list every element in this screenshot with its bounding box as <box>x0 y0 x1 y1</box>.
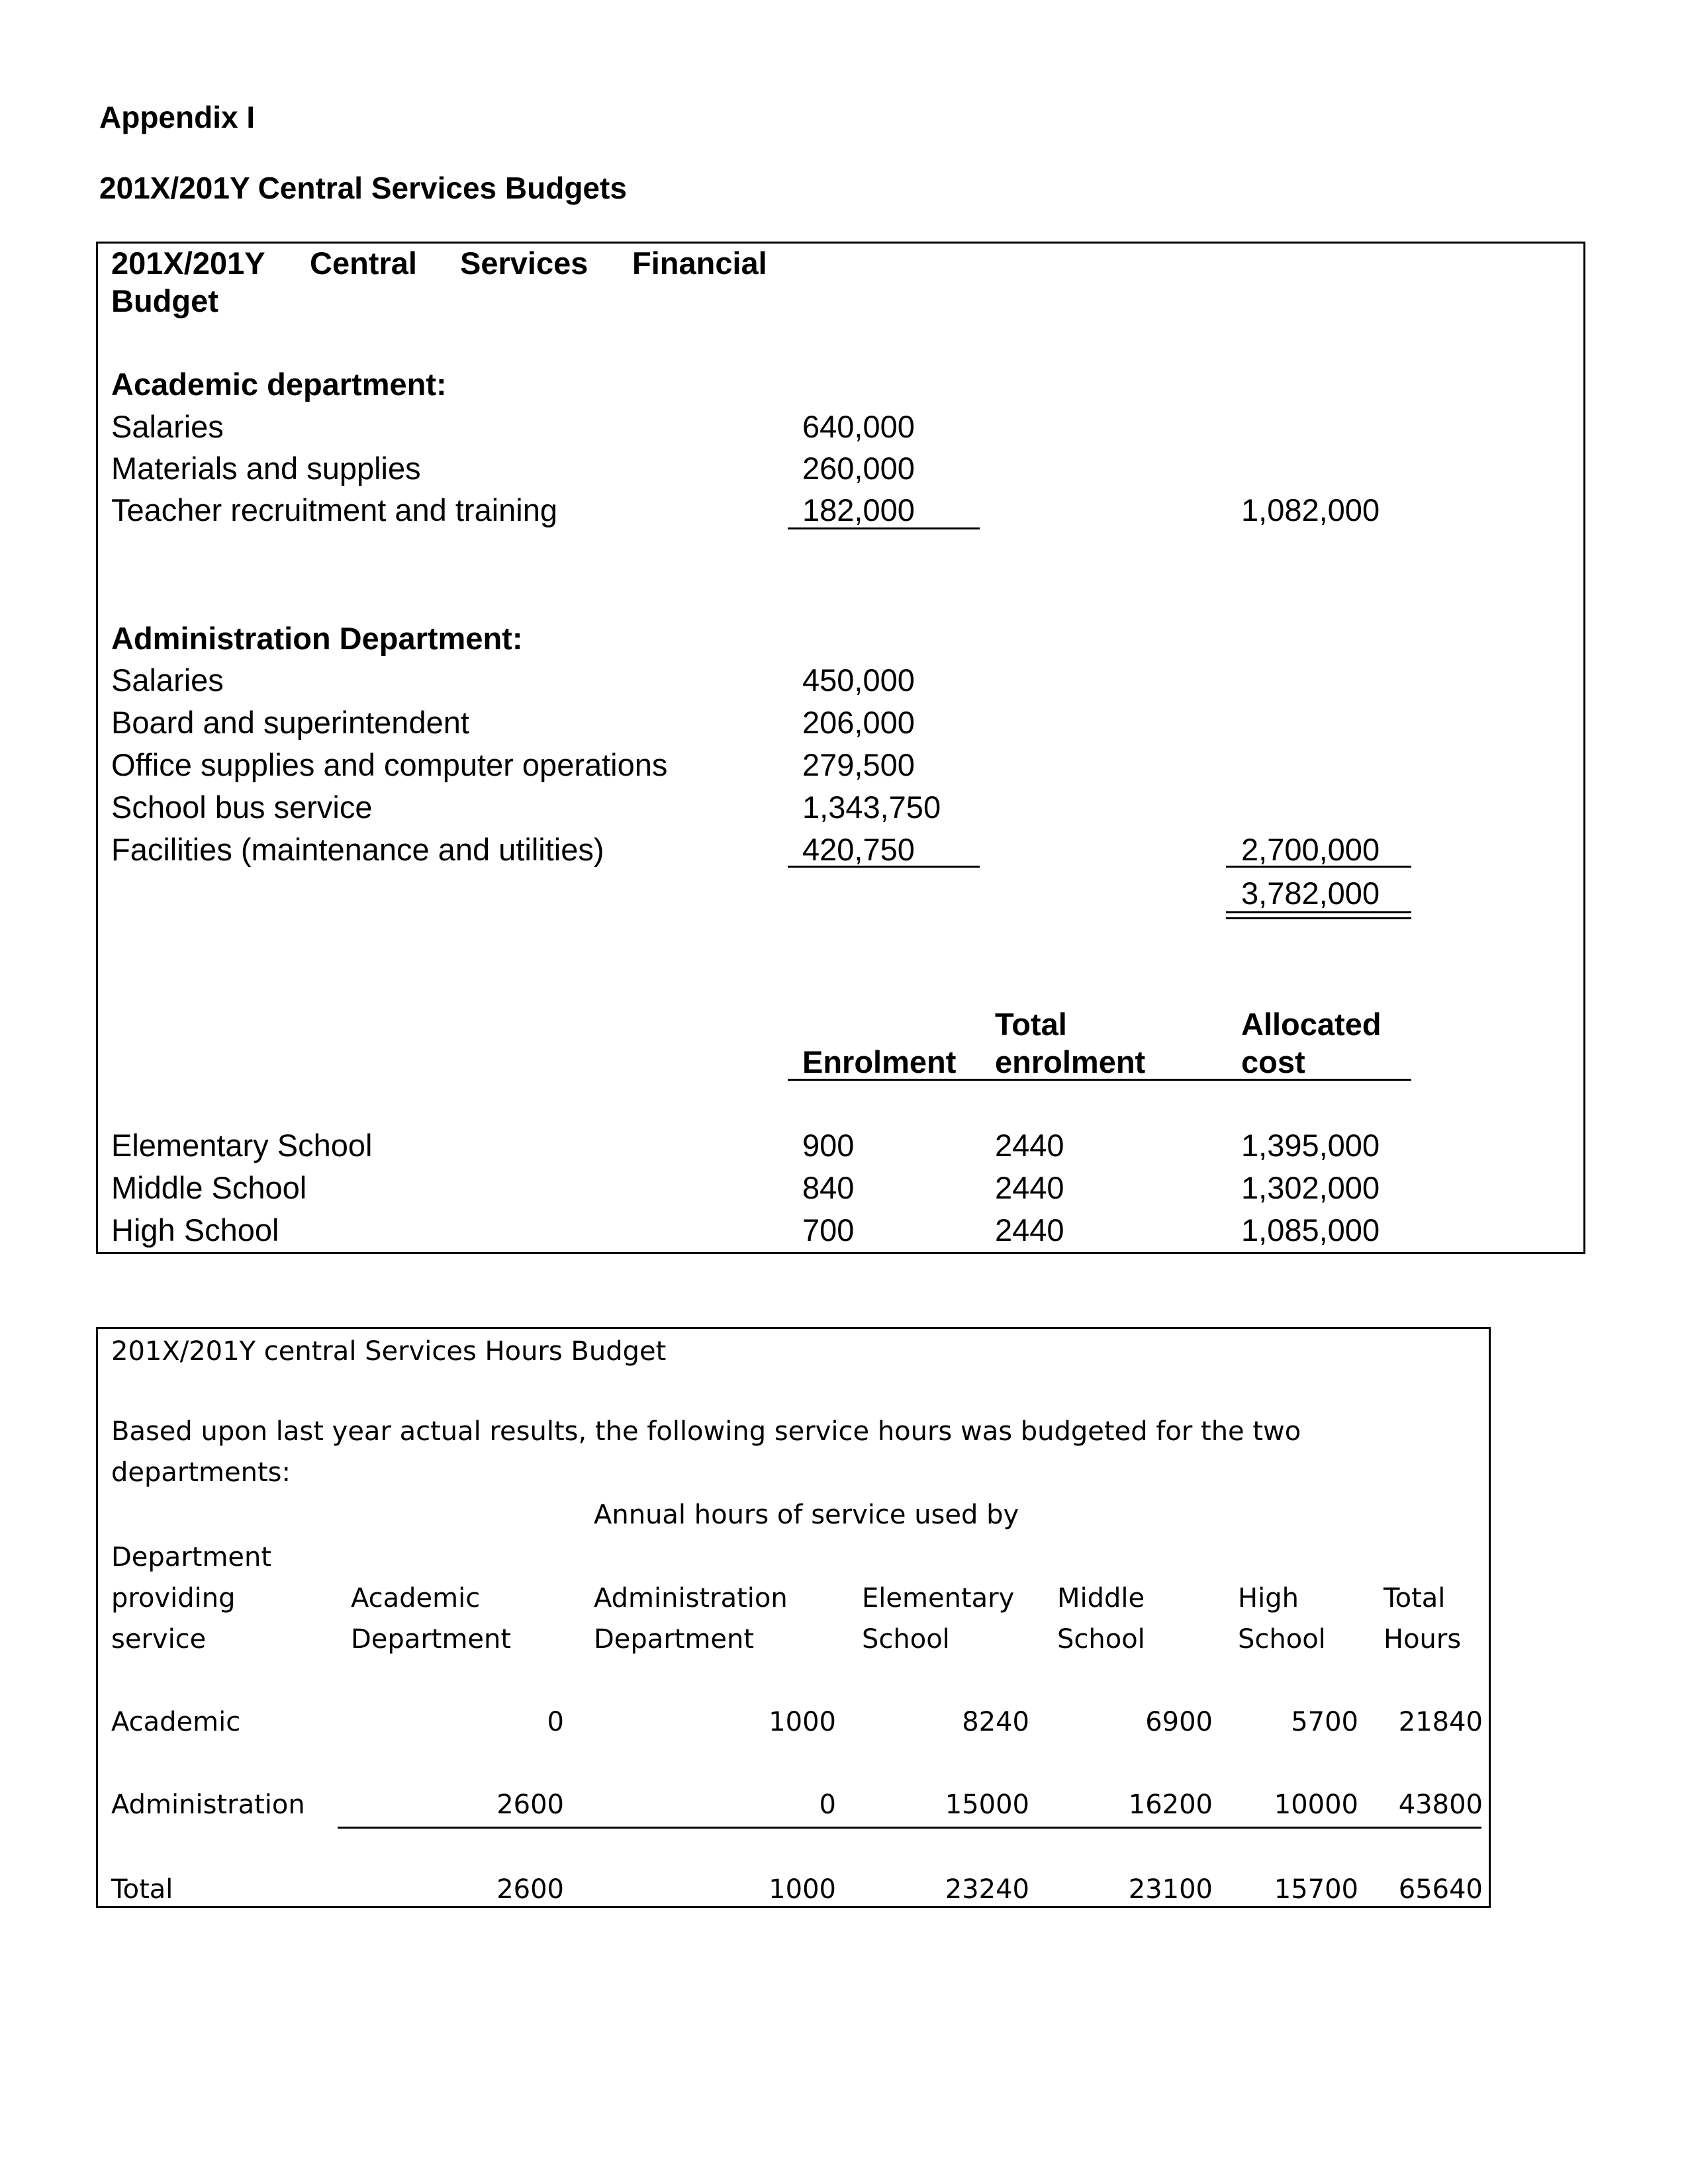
cell-middle: 6900 <box>1145 1707 1213 1737</box>
cell-elementary: 15000 <box>945 1790 1029 1820</box>
col-header-total-line2: Hours <box>1383 1624 1462 1655</box>
financial-title-word-2: Central <box>310 246 417 281</box>
hours-intro-line2: departments: <box>111 1457 291 1488</box>
cell-total-hours: 21840 <box>1398 1707 1483 1737</box>
school-name: Elementary School <box>111 1128 373 1163</box>
cell-middle: 16200 <box>1128 1790 1213 1820</box>
col-header-total-line1: Total <box>1383 1583 1446 1614</box>
col-header-middle-line2: School <box>1057 1624 1145 1655</box>
header-enrolment: Enrolment <box>802 1044 957 1079</box>
allocation-header-underline <box>788 1079 1411 1081</box>
academic-heading: Academic department: <box>111 367 447 402</box>
school-total-enrolment: 2440 <box>995 1170 1064 1205</box>
col-header-elementary-line2: School <box>862 1624 950 1655</box>
header-allocated-line1: Allocated <box>1241 1007 1382 1042</box>
dept-header-line3: service <box>111 1624 207 1655</box>
academic-item-label: Materials and supplies <box>111 451 421 486</box>
col-header-high-line2: School <box>1238 1624 1326 1655</box>
academic-item-label: Salaries <box>111 409 224 444</box>
col-header-administration-line1: Administration <box>594 1583 788 1614</box>
administration-item-amount: 279,500 <box>802 747 915 782</box>
financial-title-word-4: Financial <box>632 246 767 281</box>
academic-item-amount: 182,000 <box>802 492 915 527</box>
annual-hours-label: Annual hours of service used by <box>594 1500 1019 1530</box>
cell-high: 5700 <box>1291 1707 1358 1737</box>
administration-heading: Administration Department: <box>111 621 523 656</box>
section-title: 201X/201Y Central Services Budgets <box>99 171 627 205</box>
academic-item-label: Teacher recruitment and training <box>111 492 558 527</box>
dept-header-line2: providing <box>111 1583 236 1614</box>
grand-total-double-underline-1 <box>1226 911 1411 913</box>
administration-item-amount: 450,000 <box>802 662 915 698</box>
cell-academic-dept: 2600 <box>496 1874 564 1905</box>
administration-item-label: Office supplies and computer operations <box>111 747 668 782</box>
cell-total-hours: 43800 <box>1398 1790 1483 1820</box>
administration-item-amount: 1,343,750 <box>802 790 941 825</box>
school-total-enrolment: 2440 <box>995 1212 1064 1248</box>
school-name: Middle School <box>111 1170 307 1205</box>
school-enrolment: 700 <box>802 1212 855 1248</box>
academic-item-amount: 640,000 <box>802 409 915 444</box>
school-enrolment: 840 <box>802 1170 855 1205</box>
cell-administration-dept: 1000 <box>769 1707 836 1737</box>
col-header-elementary-line1: Elementary <box>862 1583 1015 1614</box>
school-allocated-cost: 1,395,000 <box>1241 1128 1380 1163</box>
cell-total-hours: 65640 <box>1398 1874 1483 1905</box>
administration-item-amount: 420,750 <box>802 832 915 867</box>
school-allocated-cost: 1,085,000 <box>1241 1212 1380 1248</box>
header-total-line2: enrolment <box>995 1044 1146 1079</box>
col-header-academic-line1: Academic <box>351 1583 481 1614</box>
financial-title-word-1: 201X/201Y <box>111 246 265 281</box>
administration-item-amount: 206,000 <box>802 705 915 740</box>
cell-middle: 23100 <box>1128 1874 1213 1905</box>
grand-total-double-underline-2 <box>1226 917 1411 919</box>
cell-academic-dept: 2600 <box>496 1790 564 1820</box>
header-total-line1: Total <box>995 1007 1067 1042</box>
administration-subtotal: 2,700,000 <box>1241 832 1380 867</box>
grand-total: 3,782,000 <box>1241 876 1380 911</box>
cell-academic-dept: 0 <box>547 1707 564 1737</box>
financial-title-line2: Budget <box>111 283 218 318</box>
administration-item-label: School bus service <box>111 790 373 825</box>
financial-title-word-3: Services <box>460 246 588 281</box>
school-enrolment: 900 <box>802 1128 855 1163</box>
subtotal-underline <box>1226 866 1411 868</box>
row-label: Total <box>111 1874 173 1905</box>
academic-amount-underline <box>788 527 980 529</box>
cell-elementary: 23240 <box>945 1874 1029 1905</box>
administration-item-label: Salaries <box>111 662 224 698</box>
administration-item-label: Facilities (maintenance and utilities) <box>111 832 604 867</box>
academic-subtotal: 1,082,000 <box>1241 492 1380 527</box>
header-allocated-line2: cost <box>1241 1044 1305 1079</box>
col-header-academic-line2: Department <box>351 1624 512 1655</box>
appendix-title: Appendix I <box>99 100 256 134</box>
cell-administration-dept: 1000 <box>769 1874 836 1905</box>
cell-high: 10000 <box>1274 1790 1358 1820</box>
row-label: Administration <box>111 1790 305 1820</box>
cell-elementary: 8240 <box>962 1707 1029 1737</box>
school-name: High School <box>111 1212 279 1248</box>
administration-item-label: Board and superintendent <box>111 705 469 740</box>
hours-intro-line1: Based upon last year actual results, the following service hours was budgeted for the two <box>111 1416 1301 1447</box>
col-header-administration-line2: Department <box>594 1624 755 1655</box>
school-total-enrolment: 2440 <box>995 1128 1064 1163</box>
academic-item-amount: 260,000 <box>802 451 915 486</box>
school-allocated-cost: 1,302,000 <box>1241 1170 1380 1205</box>
administration-amount-underline <box>788 866 980 868</box>
hours-title: 201X/201Y central Services Hours Budget <box>111 1336 667 1367</box>
row-label: Academic <box>111 1707 241 1737</box>
dept-header-line1: Department <box>111 1542 272 1572</box>
col-header-high-line1: High <box>1238 1583 1299 1614</box>
cell-administration-dept: 0 <box>819 1790 836 1820</box>
col-header-middle-line1: Middle <box>1057 1583 1145 1614</box>
totals-separator-line <box>338 1827 1481 1829</box>
hours-budget-box <box>96 1327 1491 1908</box>
cell-high: 15700 <box>1274 1874 1358 1905</box>
